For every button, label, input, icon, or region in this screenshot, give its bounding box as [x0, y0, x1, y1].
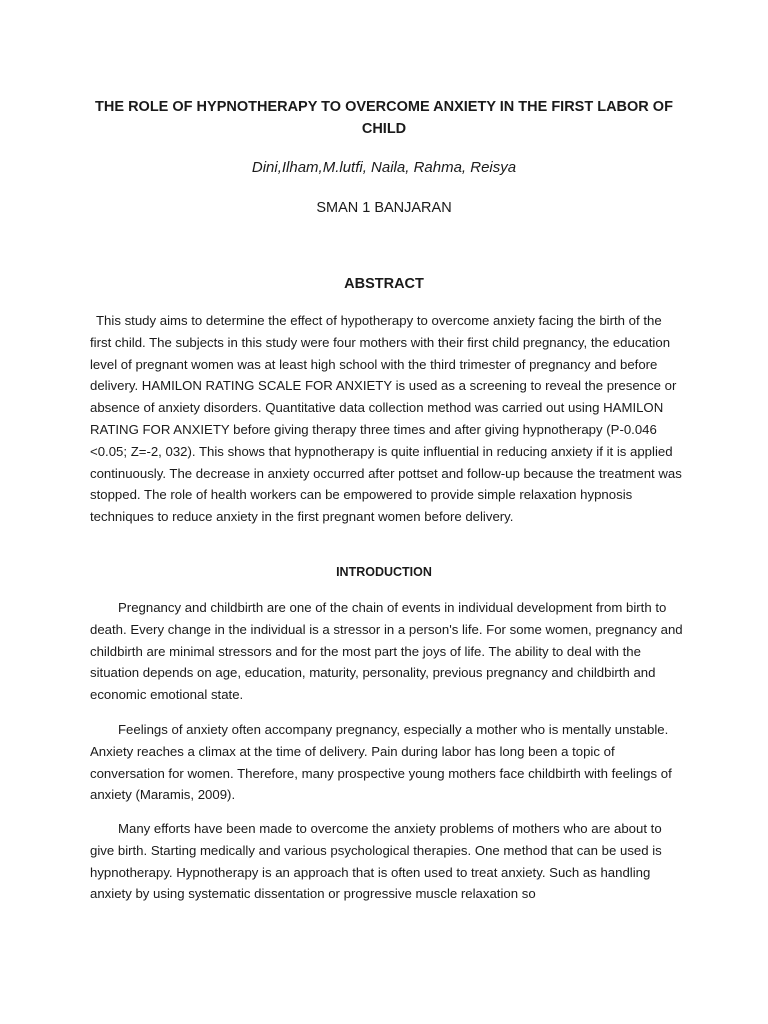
introduction-paragraph-1: Pregnancy and childbirth are one of the chain of events in individual development from birth to death. Every change in the individual is a stressor in a person's life. For some women, pregnancy and childbirth are minimal stressors and for the most part the joys of life. The ability to deal with the situation depends on age, education, maturity, personality, previous pregnancy and childbirth and economic emotional state.: [90, 600, 683, 703]
introduction-paragraph-3: Many efforts have been made to overcome the anxiety problems of mothers who are about to give birth. Starting medically and various psychological therapies. One method that can be used is hypnotherapy. Hypnotherapy is an approach that is often used to treat anxiety. Such as handling anxiety by using systematic dissentation or progressive muscle relaxation so: [90, 821, 662, 902]
paper-title: THE ROLE OF HYPNOTHERAPY TO OVERCOME ANXIETY IN THE FIRST LABOR OF CHILD: [95, 99, 673, 137]
introduction-heading: INTRODUCTION: [336, 565, 432, 579]
abstract-text: This study aims to determine the effect of hypotherapy to overcome anxiety facing the birth of the first child. The subjects in this study were four mothers with their first child pregnancy, the education level of pregnant women was at least high school with the third trimester of pregnancy and before delivery. HAMILON RATING SCALE FOR ANXIETY is used as a screening to reveal the presence or absence of anxiety disorders. Quantitative data collection method was carried out using HAMILON RATING FOR ANXIETY before giving therapy three times and after giving hypnotherapy (P-0.046 <0.05; Z=-2, 032). This shows that hypnotherapy is quite influential in reducing anxiety if it is applied continuously. The decrease in anxiety occurred after pottset and follow-up because the treatment was stopped. The role of health workers can be empowered to provide simple relaxation hypnosis techniques to reduce anxiety in the first pregnant women before delivery.: [90, 313, 682, 525]
paper-affiliation: SMAN 1 BANJARAN: [316, 200, 452, 216]
paper-authors: Dini,Ilham,M.lutfi, Naila, Rahma, Reisya: [251, 159, 517, 176]
introduction-paragraph-2: Feelings of anxiety often accompany pregnancy, especially a mother who is mentally unstable. Anxiety reaches a climax at the time of delivery. Pain during labor has long been a topic of conversation for women. Therefore, many prospective young mothers face childbirth with feelings of anxiety (Maramis, 2009).: [90, 722, 672, 803]
abstract-heading: ABSTRACT: [344, 276, 424, 292]
